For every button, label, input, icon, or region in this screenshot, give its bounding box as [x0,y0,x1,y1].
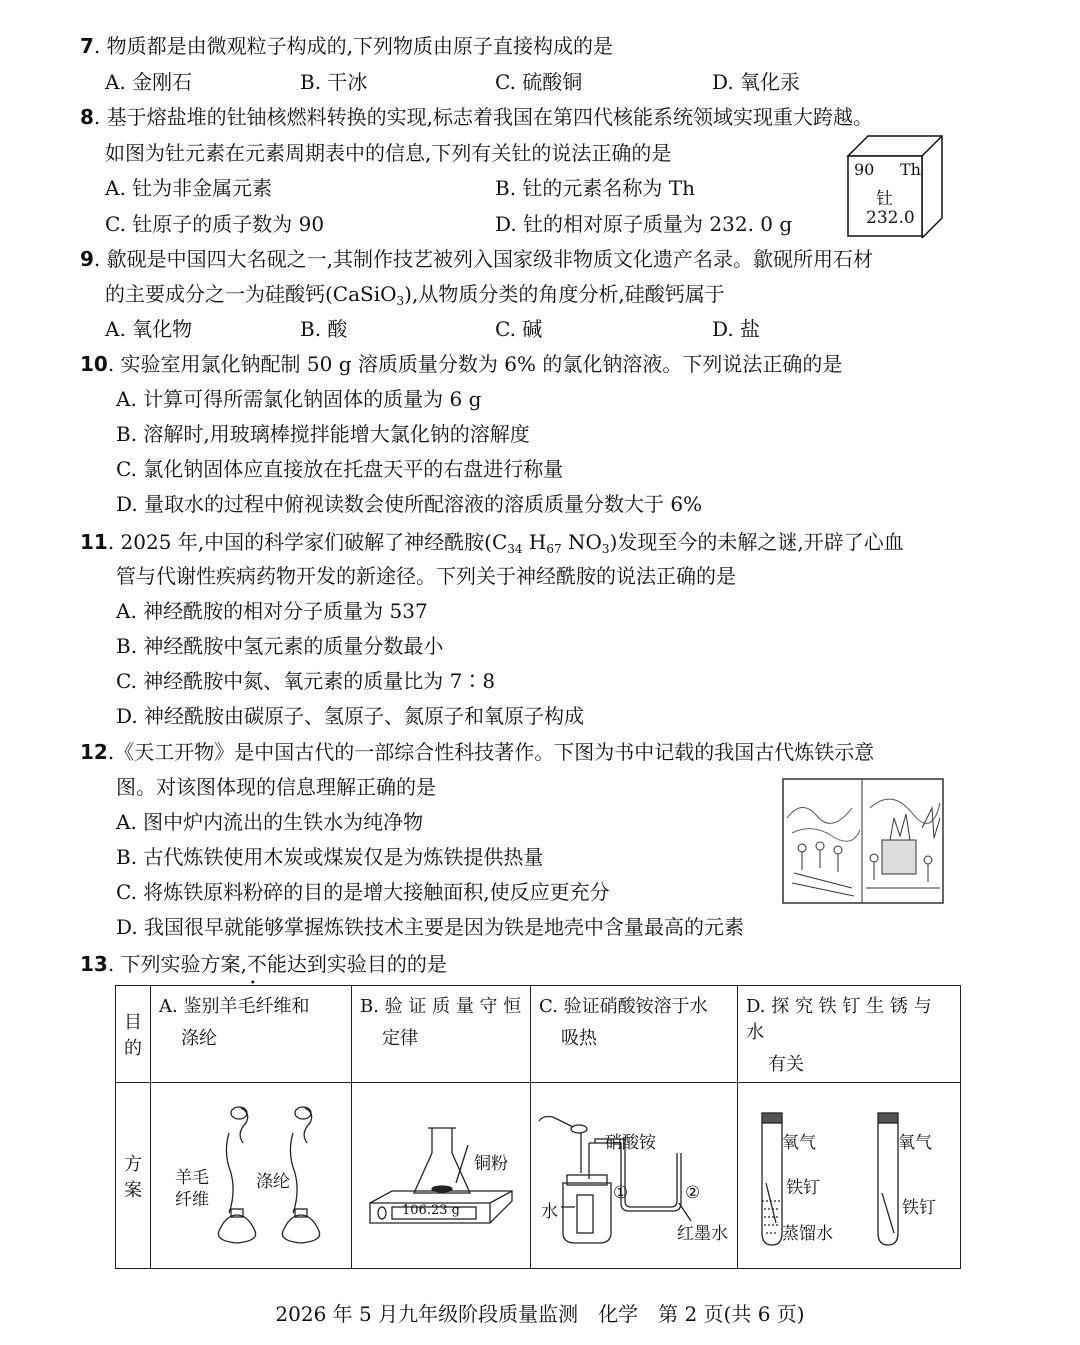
iron-nail-test-tubes-figure [738,1083,960,1263]
q10-option-d: D. 量取水的过程中俯视读数会使所配溶液的溶质质量分数大于 6% [116,492,703,516]
balance-reading: 106.23 g [402,1203,460,1218]
q9-stem-line2: 的主要成分之一为硅酸钙(CaSiO$_3$),从物质分类的角度分析,硅酸钙属于 [105,282,725,308]
q11-stem-line2: 管与代谢性疾病药物开发的新途径。下列关于神经酰胺的说法正确的是 [116,564,736,588]
purpose-b: B. 验 证 质 量 守 恒 定律 [352,986,531,1083]
q10-stem: 10. 实验室用氯化钠配制 50 g 溶质质量分数为 6% 的氯化钠溶液。下列说法正确的是 [80,352,843,376]
q10-option-c: C. 氯化钠固体应直接放在托盘天平的右盘进行称量 [116,457,564,481]
q9-stem-line1: 9. 歙砚是中国四大名砚之一,其制作技艺被列入国家级非物质文化遗产名录。歙砚所用石材 [80,247,873,271]
label-red-ink: 红墨水 [677,1224,728,1244]
label-ammonium-nitrate: 硝酸铵 [605,1133,656,1153]
q9-option-b: B. 酸 [300,317,348,341]
label-position-2: ② [685,1183,701,1203]
q7-option-d: D. 氧化汞 [712,70,801,94]
element-name: 钍 [876,189,893,209]
page-footer: 2026 年 5 月九年级阶段质量监测 化学 第 2 页(共 6 页) [275,1302,805,1326]
scheme-a-burning-test [151,1083,352,1269]
q7-stem: 7. 物质都是由微观粒子构成的,下列物质由原子直接构成的是 [80,34,613,58]
q7-option-b: B. 干冰 [300,70,368,94]
element-atomic-number: 90 [854,160,875,179]
q11-stem-line1: 11. 2025 年,中国的科学家们破解了神经酰胺($C_{34}$ $H_{67}$ $NO_3$)发现至今的未解之谜,开辟了心血 [80,530,904,556]
q12-option-d: D. 我国很早就能够掌握炼铁技术主要是因为铁是地壳中含量最高的元素 [116,915,745,939]
scheme-d-iron-rust [738,1083,961,1269]
label-nail-left: 铁钉 [786,1178,820,1198]
element-mass: 232.0 [866,208,915,228]
q12-option-a: A. 图中炉内流出的生铁水为纯净物 [116,810,424,834]
label-nail-right: 铁钉 [902,1198,936,1218]
q8-option-b: B. 钍的元素名称为 Th [495,176,695,200]
q10-option-a: A. 计算可得所需氯化钠固体的质量为 6 g [116,387,482,411]
q10-option-b: B. 溶解时,用玻璃棒搅拌能增大氯化钠的溶解度 [116,422,530,446]
q7-option-c: C. 硫酸铜 [495,70,583,94]
q9-option-a: A. 氧化物 [105,317,193,341]
label-copper-powder: 铜粉 [474,1154,508,1174]
label-wool: 羊毛 [175,1168,209,1188]
purpose-a: A. 鉴别羊毛纤维和 涤纶 [151,986,352,1083]
label-polyester: 涤纶 [256,1172,290,1192]
thorium-element-card [840,128,950,238]
q11-option-d: D. 神经酰胺由碳原子、氢原子、氮原子和氧原子构成 [116,704,585,728]
element-symbol: Th [900,160,921,179]
scheme-c-ammonium-nitrate [531,1083,738,1269]
label-oxygen-right: 氧气 [898,1133,932,1153]
experiment-table [115,985,961,1269]
ancient-iron-smelting-illustration [782,778,944,904]
q11-option-b: B. 神经酰胺中氢元素的质量分数最小 [116,634,444,658]
q11-option-c: C. 神经酰胺中氮、氧元素的质量比为 7∶8 [116,669,496,693]
scheme-b-balance [352,1083,531,1269]
label-fiber: 纤维 [175,1190,209,1210]
q11-option-a: A. 神经酰胺的相对分子质量为 537 [116,599,428,623]
label-water: 水 [541,1202,558,1222]
q9-option-d: D. 盐 [712,317,761,341]
label-distilled-water: 蒸馏水 [782,1224,833,1244]
q13-stem: 13. 下列实验方案,不能达到实验目的的是 [80,952,447,976]
label-position-1: ① [613,1183,629,1203]
q7-option-a: A. 金刚石 [105,70,193,94]
q12-stem-line1: 12.《天工开物》是中国古代的一部综合性科技著作。下图为书中记载的我国古代炼铁示意 [80,740,875,764]
q8-option-c: C. 钍原子的质子数为 90 [105,212,325,236]
q8-stem-line2: 如图为钍元素在元素周期表中的信息,下列有关钍的说法正确的是 [105,141,672,165]
q8-option-d: D. 钍的相对原子质量为 232. 0 g [495,212,793,236]
row-label-purpose: 目的 [116,986,151,1083]
purpose-c: C. 验证硝酸铵溶于水 吸热 [531,986,738,1083]
purpose-d: D. 探 究 铁 钉 生 锈 与 水 有关 [738,986,961,1083]
q12-option-c: C. 将炼铁原料粉碎的目的是增大接触面积,使反应更充分 [116,880,610,904]
q9-option-c: C. 碱 [495,317,543,341]
q12-option-b: B. 古代炼铁使用木炭或煤炭仅是为炼铁提供热量 [116,845,544,869]
label-oxygen-left: 氧气 [782,1133,816,1153]
q8-stem-line1: 8. 基于熔盐堆的钍铀核燃料转换的实现,标志着我国在第四代核能系统领域实现重大跨越。 [80,105,873,129]
row-label-scheme: 方案 [116,1083,151,1269]
q8-option-a: A. 钍为非金属元素 [105,176,273,200]
q12-stem-line2: 图。对该图体现的信息理解正确的是 [116,775,436,799]
